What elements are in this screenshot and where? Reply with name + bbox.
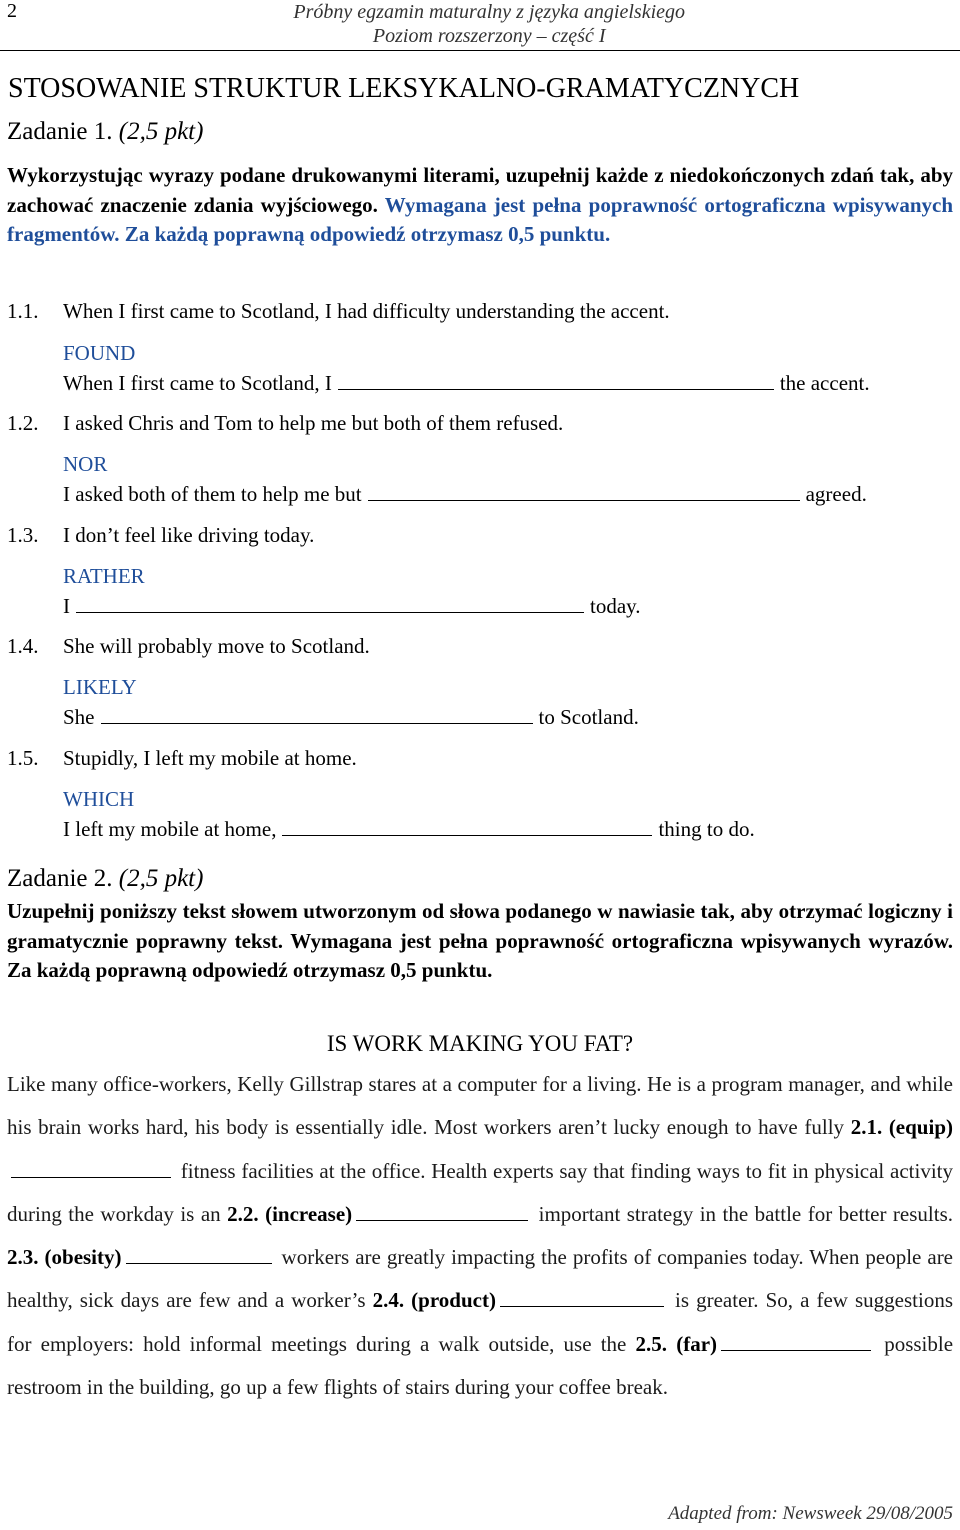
text-segment: Like many office-workers, Kelly Gillstrap stares at a computer for a living. He is a program manager, and while his brain works hard, his body is essentially idle. Most workers aren’t lucky enough to have fully — [7, 1072, 953, 1140]
item-number: 1.1. — [7, 299, 39, 323]
item-number: 1.4. — [7, 634, 39, 658]
gap-label-2-4: 2.4. (product) — [372, 1288, 496, 1313]
task1-item-4 — [7, 633, 370, 659]
gap-label-2-5: 2.5. (far) — [635, 1331, 718, 1356]
task1-title — [7, 117, 203, 147]
text-segment: important strategy in the battle for better results. — [538, 1201, 954, 1226]
task1-instruction — [7, 161, 953, 250]
text-segment: possible restroom in the building, go up a few flights of stairs during your coffee break. — [7, 1331, 954, 1400]
gap-blank-2-4[interactable] — [500, 1288, 664, 1307]
text-segment: fitness facilities at the office. Health experts say that finding ways to fit in physical activity during the workday is an — [7, 1158, 953, 1226]
item-number: 1.3. — [7, 523, 39, 547]
header-title-line1: Próbny egzamin maturalny z języka angielskiego — [293, 1, 685, 23]
item-keyword: LIKELY — [63, 675, 137, 699]
gap-blank-2-2[interactable] — [356, 1202, 528, 1221]
task1-item-5 — [7, 745, 357, 771]
text-segment: workers are greatly impacting the profits of companies today. When people are healthy, sick days are few and a worker’s — [7, 1245, 954, 1313]
header-title-line2: Poziom rozszerzony – część I — [372, 25, 606, 47]
answer-suffix: today. — [590, 594, 641, 618]
item-answer-row — [63, 815, 755, 842]
item-answer-row — [63, 369, 870, 396]
task1-item-1 — [7, 298, 670, 324]
answer-suffix: the accent. — [779, 371, 870, 395]
item-answer-row — [63, 592, 641, 619]
item-keyword: FOUND — [63, 341, 136, 365]
answer-prefix: I asked both of them to help me but — [63, 482, 362, 506]
task1-points: (2,5 pkt) — [118, 118, 204, 145]
gap-label-2-1: 2.1. (equip) — [850, 1115, 953, 1140]
task2-label: Zadanie 2. — [7, 865, 113, 892]
page-number: 2 — [7, 0, 17, 22]
item-sentence: I don’t feel like driving today. — [63, 523, 315, 547]
answer-blank[interactable] — [101, 703, 533, 724]
answer-blank[interactable] — [368, 480, 800, 501]
gap-blank-2-5[interactable] — [721, 1332, 871, 1351]
task2-instruction: Uzupełnij poniższy tekst słowem utworzonym od słowa podanego w nawiasie tak, aby otrzymać logiczny i gramatycznie poprawny tekst. Wymagana jest pełna poprawność ortograficzna wpisywanych wyrazów. Za każdą poprawną odpowiedź otrzymasz 0,5 punktu. — [7, 899, 953, 982]
story-title: IS WORK MAKING YOU FAT? — [326, 1031, 634, 1056]
header-divider — [0, 50, 960, 51]
task2-title — [7, 864, 203, 894]
task1-instruction-normal: Wymagana jest pełna poprawność ortograficzna wpisywanych fragmentów. Za każdą poprawną odpowiedź otrzymasz 0,5 punktu. — [7, 192, 953, 246]
task1-instruction-bold: Wykorzystując wyrazy podane drukowanymi literami, uzupełnij każde z niedokończonych zdań tak, aby zachować znaczenie zdania wyjściowego. — [7, 163, 953, 217]
answer-suffix: to Scotland. — [538, 705, 639, 729]
answer-prefix: She — [63, 705, 95, 729]
item-number: 1.2. — [7, 411, 39, 435]
item-answer-row — [63, 703, 639, 730]
answer-blank[interactable] — [338, 369, 774, 390]
item-sentence: Stupidly, I left my mobile at home. — [63, 746, 357, 770]
answer-prefix: When I first came to Scotland, I — [63, 371, 332, 395]
text-segment: is greater. So, a few suggestions for employers: hold informal meetings during a walk outside, use the — [7, 1288, 954, 1356]
task1-item-3 — [7, 522, 314, 548]
item-sentence: She will probably move to Scotland. — [63, 634, 370, 658]
gap-blank-2-3[interactable] — [126, 1245, 272, 1264]
item-answer-row — [63, 480, 867, 507]
gap-label-2-3: 2.3. (obesity) — [7, 1245, 122, 1270]
answer-prefix: I left my mobile at home, — [63, 817, 277, 841]
main-title: STOSOWANIE STRUKTUR LEKSYKALNO-GRAMATYCZNYCH — [8, 73, 800, 104]
gap-blank-2-1[interactable] — [11, 1159, 171, 1178]
item-sentence: When I first came to Scotland, I had difficulty understanding the accent. — [63, 299, 670, 323]
gap-label-2-2: 2.2. (increase) — [227, 1201, 353, 1226]
answer-suffix: thing to do. — [658, 817, 755, 841]
item-keyword: WHICH — [63, 787, 135, 811]
page-header — [293, 0, 685, 48]
task1-label: Zadanie 1. — [7, 118, 113, 145]
source-credit: Adapted from: Newsweek 29/08/2005 — [668, 1503, 953, 1524]
item-sentence: I asked Chris and Tom to help me but both of them refused. — [63, 411, 564, 435]
answer-suffix: agreed. — [805, 482, 867, 506]
answer-blank[interactable] — [76, 592, 584, 613]
item-number: 1.5. — [7, 746, 39, 770]
item-keyword: NOR — [63, 452, 108, 476]
task2-points: (2,5 pkt) — [118, 865, 204, 892]
answer-prefix: I — [63, 594, 70, 618]
task1-item-2 — [7, 410, 563, 436]
gap-fill-text — [7, 1063, 953, 1409]
answer-blank[interactable] — [282, 815, 652, 836]
item-keyword: RATHER — [63, 564, 145, 588]
